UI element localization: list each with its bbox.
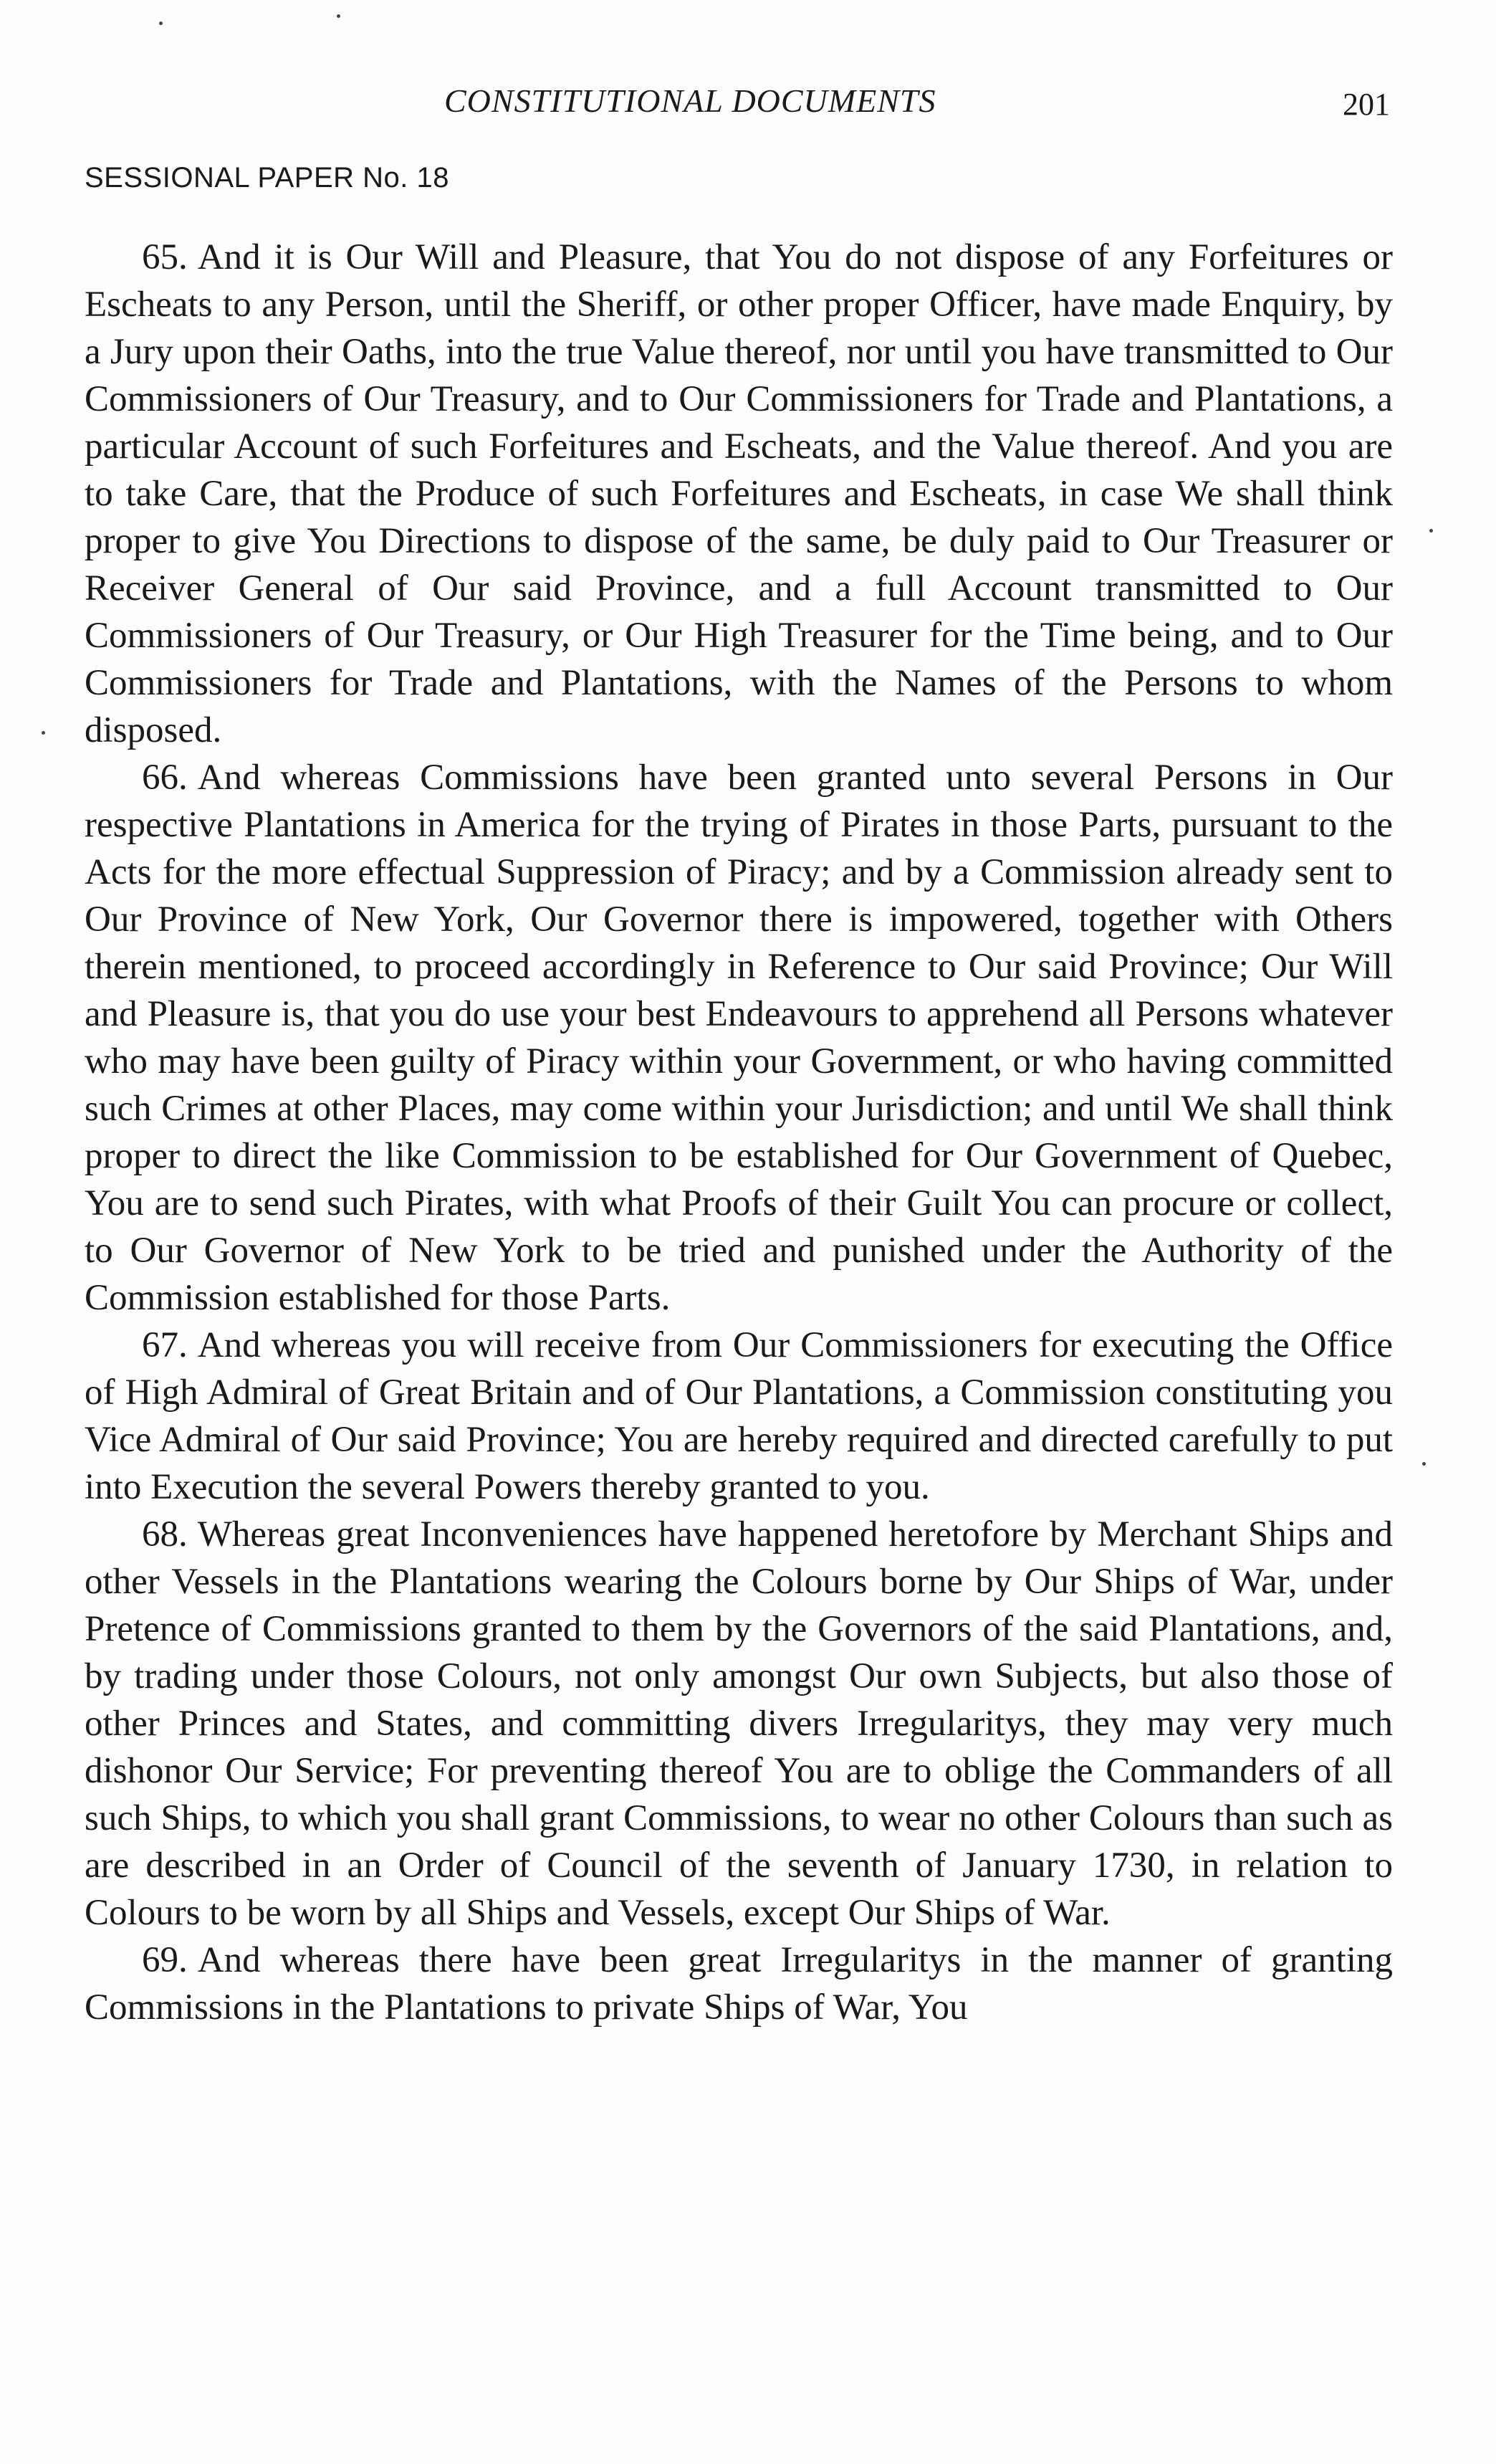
scan-speck [1422, 1462, 1426, 1466]
paragraph-67 [85, 1322, 1393, 1511]
paragraph-65 [85, 234, 1393, 754]
paragraph-66 [85, 754, 1393, 1322]
paragraph-69 [85, 1937, 1393, 2031]
paragraph-number: 67. [142, 1325, 188, 1365]
paragraph-number: 65. [142, 237, 188, 277]
scan-speck [1429, 529, 1433, 533]
paragraph-number: 66. [142, 758, 188, 798]
paragraph-text: And it is Our Will and Pleasure, that You do not dispose of any Forfeitures or Escheats to any Person, until the Sheriff, or other proper Officer, have made Enquiry, by a Jury upon their Oaths, into the true Value thereof, nor until you have transmitted to Our Commissioners of Our Treasury, and to Our Commissioners for Trade and Plantations, a particular Account of such Forfeitures and Escheats, and the Value thereof. And you are to take Care, that the Produce of such Forfeitures and Escheats, in case We shall think proper to give You Directions to dispose of the same, be duly paid to Our Treasurer or Receiver General of Our said Province, and a full Account transmitted to Our Commissioners of Our Treasury, or Our High Treasurer for the Time being, and to Our Commissioners for Trade and Plantations, with the Names of the Persons to whom disposed. [85, 237, 1393, 750]
paragraph-text: And whereas there have been great Irregularitys in the manner of granting Commissions in the Plantations to private Ships of War, You [85, 1940, 1393, 2028]
scan-speck [337, 14, 340, 18]
paragraph-68 [85, 1511, 1393, 1937]
body-text [85, 234, 1393, 2031]
paragraph-text: And whereas you will receive from Our Commissioners for executing the Office of High Admiral of Great Britain and of Our Plantations, a Commission constituting you Vice Admiral of Our said Province; You are hereby required and directed carefully to put into Execution the several Powers thereby granted to you. [85, 1325, 1393, 1507]
paragraph-text: And whereas Commissions have been granted unto several Persons in Our respective Plantations in America for the trying of Pirates in those Parts, pursuant to the Acts for the more effectual Suppression of Piracy; and by a Commission already sent to Our Province of New York, Our Governor there is impowered, together with Others therein mentioned, to proceed accordingly in Reference to Our said Province; Our Will and Pleasure is, that you do use your best Endeavours to apprehend all Persons whatever who may have been guilty of Piracy within your Government, or who having committed such Crimes at other Places, may come within your Jurisdiction; and until We shall think proper to direct the like Commission to be established for Our Government of Quebec, You are to send such Pirates, with what Proofs of their Guilt You can procure or collect, to Our Governor of New York to be tried and punished under the Authority of the Commission established for those Parts. [85, 758, 1393, 1318]
sessional-paper-label: SESSIONAL PAPER No. 18 [85, 162, 449, 194]
scan-speck [159, 22, 163, 25]
running-title: CONSTITUTIONAL DOCUMENTS [444, 82, 936, 119]
paragraph-number: 69. [142, 1940, 188, 1980]
paragraph-text: Whereas great Inconveniences have happened heretofore by Merchant Ships and other Vessels in the Plantations wearing the Colours borne by Our Ships of War, under Pretence of Commissions granted to them by the Governors of the said Plantations, and, by trading under those Colours, not only amongst Our own Subjects, but also those of other Princes and States, and committing divers Irregularitys, they may very much dishonor Our Service; For preventing thereof You are to oblige the Commanders of all such Ships, to which you shall grant Commissions, to wear no other Colours than such as are described in an Order of Council of the seventh of January 1730, in relation to Colours to be worn by all Ships and Vessels, except Our Ships of War. [85, 1514, 1393, 1933]
paragraph-number: 68. [142, 1514, 188, 1555]
scan-speck [42, 731, 45, 735]
page-number: 201 [1343, 87, 1390, 122]
